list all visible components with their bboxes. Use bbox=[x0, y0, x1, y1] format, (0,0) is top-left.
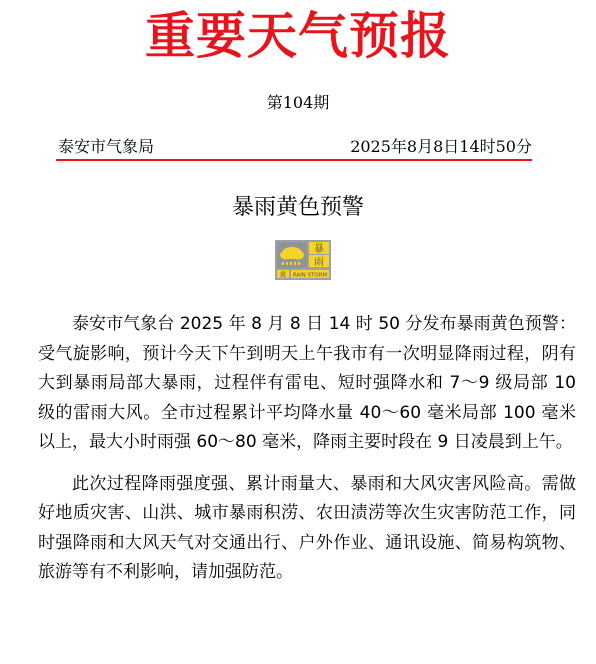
issue-datetime: 2025年8月8日14时50分 bbox=[350, 137, 532, 156]
bulletin-body bbox=[38, 310, 576, 588]
issue-number: 第104期 bbox=[266, 93, 330, 112]
bulletin-title: 重要天气预报 bbox=[145, 6, 451, 65]
icon-label-en: RAIN STORM bbox=[292, 272, 328, 279]
paragraph-advice: 此次过程降雨强度强、累计雨量大、暴雨和大风灾害风险高。需做好地质灾害、山洪、城市暴雨积涝、农田渍涝等次生灾害防范工作，同时强降雨和大风天气对交通出行、户外作业、通讯设施、简易构筑物、旅游等有不利影响，请加强防范。 bbox=[38, 473, 576, 582]
icon-label-top: 暴 bbox=[314, 244, 324, 255]
icon-label-bottom: 黄 bbox=[279, 271, 287, 279]
issuing-agency: 泰安市气象局 bbox=[58, 137, 155, 156]
icon-label-mid: 雨 bbox=[314, 257, 324, 268]
paragraph-forecast: 泰安市气象台 2025 年 8 月 8 日 14 时 50 分发布暴雨黄色预警：受气旋影响，预计今天下午到明天上午我市有一次明显降雨过程，阴有大到暴雨局部大暴雨，过程伴有雷电、短时强降水和 7～9 级局部 10 级的雷雨大风。全市过程累计平均降水量 40～60 毫米局部 100 毫米以上，最大小时雨强 60～80 毫米，降雨主要时段在 9 日凌晨到上午。 bbox=[38, 314, 576, 452]
header-rule bbox=[56, 159, 532, 161]
warning-headline: 暴雨黄色预警 bbox=[231, 195, 364, 220]
rainstorm-yellow-warning-icon bbox=[275, 240, 331, 280]
